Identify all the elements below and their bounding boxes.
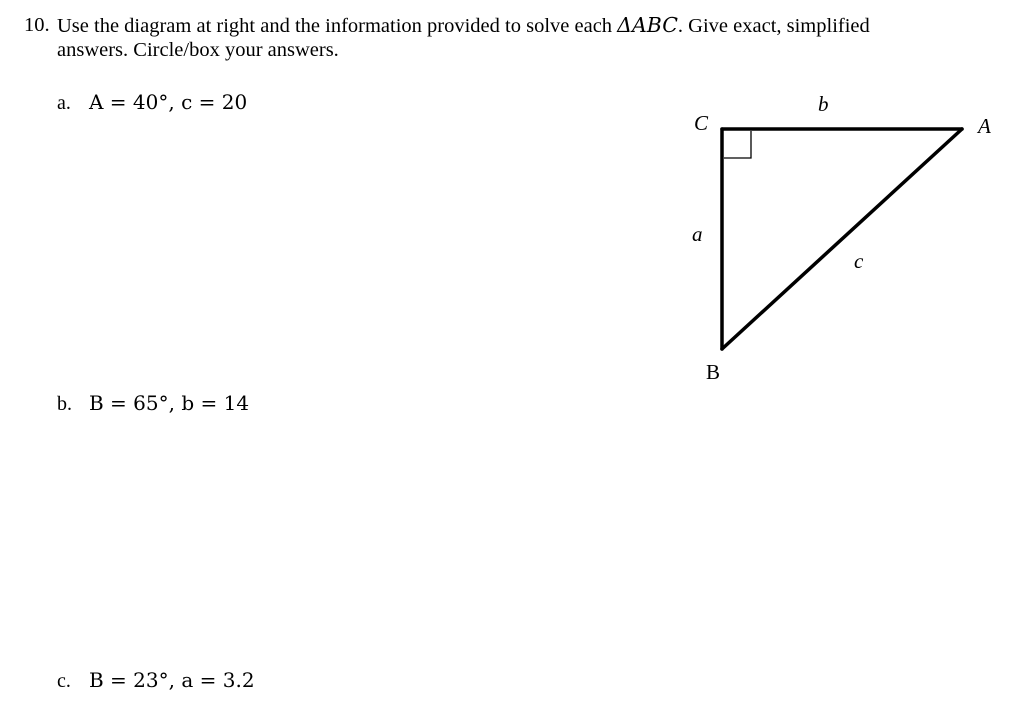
part-c bbox=[57, 668, 255, 693]
part-b-letter: b. bbox=[57, 393, 72, 415]
question-number: 10. bbox=[24, 14, 50, 36]
vertex-label-b: B bbox=[706, 360, 721, 384]
part-b-given: B = 65°, b = 14 bbox=[89, 391, 250, 415]
question-prompt-text: Use the diagram at right and the information provided to solve each bbox=[57, 15, 618, 37]
vertex-label-c: C bbox=[694, 111, 709, 135]
part-b bbox=[57, 391, 249, 416]
side-c-line bbox=[722, 129, 962, 349]
triangle-notation: ΔABC bbox=[617, 13, 678, 37]
side-label-c: c bbox=[854, 249, 864, 273]
part-a-letter: a. bbox=[57, 92, 71, 114]
question-prompt-text-end: . Give exact, simplified bbox=[677, 15, 870, 37]
side-label-b: b bbox=[818, 92, 829, 116]
right-angle-marker bbox=[724, 131, 751, 158]
part-a bbox=[57, 90, 247, 115]
part-a-given: A = 40°, c = 20 bbox=[89, 90, 248, 114]
part-c-given: B = 23°, a = 3.2 bbox=[89, 668, 255, 692]
side-label-a: a bbox=[692, 222, 703, 246]
question-prompt-line-2: answers. Circle/box your answers. bbox=[57, 39, 339, 61]
part-c-letter: c. bbox=[57, 670, 71, 692]
right-triangle-diagram bbox=[660, 80, 1020, 400]
vertex-label-a: A bbox=[978, 114, 991, 138]
question-prompt-line-1 bbox=[57, 13, 870, 38]
